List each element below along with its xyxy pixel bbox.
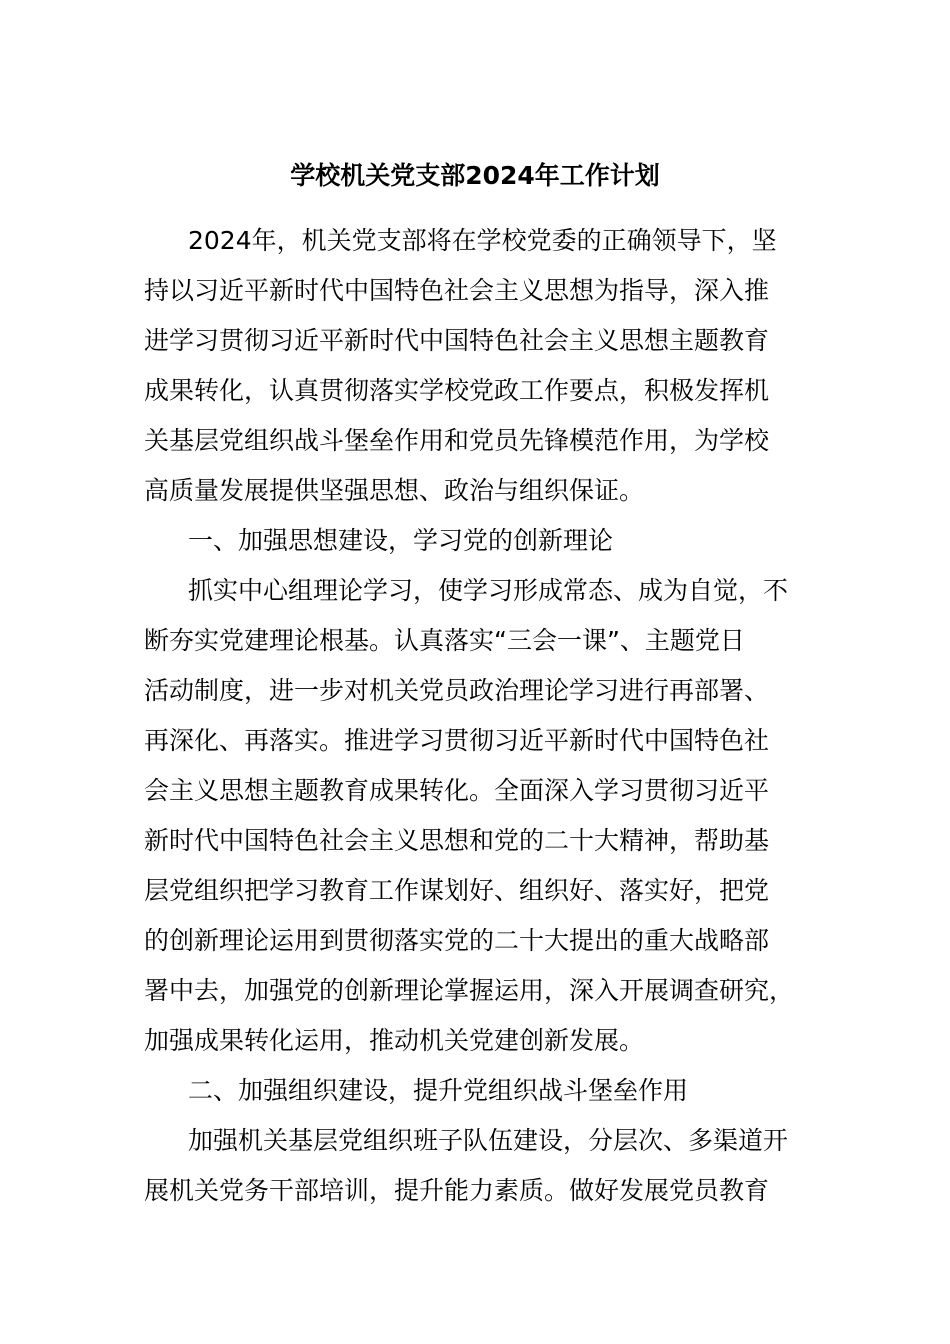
paragraph-line: 再深化、再落实。推进学习贯彻习近平新时代中国特色社 <box>144 726 770 755</box>
paragraph-line: 进学习贯彻习近平新时代中国特色社会主义思想主题教育 <box>144 326 770 355</box>
paragraph-line: 加强成果转化运用，推动机关党建创新发展。 <box>144 1026 645 1055</box>
paragraph-line: 活动制度，进一步对机关党员政治理论学习进行再部署、 <box>144 676 770 705</box>
paragraph-line: 展机关党务干部培训，提升能力素质。做好发展党员教育 <box>144 1176 770 1205</box>
section-heading: 一、加强思想建设，学习党的创新理论 <box>188 526 614 555</box>
paragraph-line: 新时代中国特色社会主义思想和党的二十大精神，帮助基 <box>144 826 770 855</box>
document-body <box>144 216 806 1216</box>
paragraph-line: 会主义思想主题教育成果转化。全面深入学习贯彻习近平 <box>144 776 770 805</box>
paragraph-line: 断夯实党建理论根基。认真落实“三会一课”、主题党日 <box>144 626 745 655</box>
paragraph-line: 关基层党组织战斗堡垒作用和党员先锋模范作用，为学校 <box>144 426 770 455</box>
paragraph-line: 署中去，加强党的创新理论掌握运用，深入开展调查研究， <box>144 976 795 1005</box>
document-title: 学校机关党支部2024年工作计划 <box>290 161 660 190</box>
paragraph-line: 高质量发展提供坚强思想、政治与组织保证。 <box>144 476 645 505</box>
paragraph-line: 层党组织把学习教育工作谋划好、组织好、落实好，把党 <box>144 876 770 905</box>
paragraph-line: 2024年，机关党支部将在学校党委的正确领导下，坚 <box>188 226 777 255</box>
paragraph-line: 加强机关基层党组织班子队伍建设，分层次、多渠道开 <box>188 1126 789 1155</box>
paragraph-line: 持以习近平新时代中国特色社会主义思想为指导，深入推 <box>144 276 770 305</box>
paragraph-line: 抓实中心组理论学习，使学习形成常态、成为自觉，不 <box>188 576 789 605</box>
section-heading: 二、加强组织建设，提升党组织战斗堡垒作用 <box>188 1076 689 1105</box>
paragraph-line: 成果转化，认真贯彻落实学校党政工作要点，积极发挥机 <box>144 376 770 405</box>
paragraph-line: 的创新理论运用到贯彻落实党的二十大提出的重大战略部 <box>144 926 770 955</box>
